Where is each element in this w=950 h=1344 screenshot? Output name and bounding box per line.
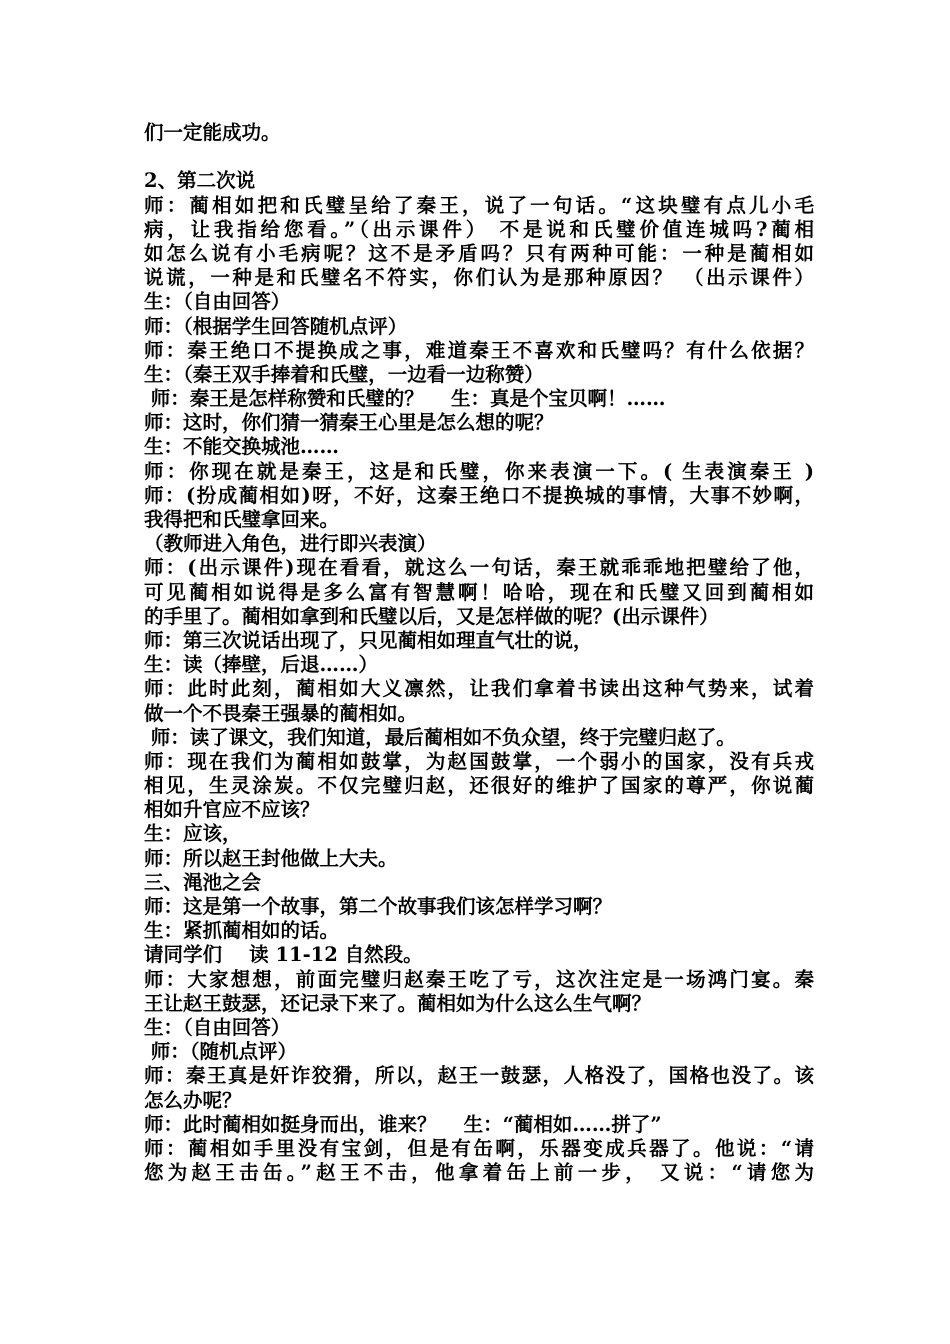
text-line: 师：（根据学生回答随机点评） bbox=[144, 314, 408, 338]
text-line: 师：秦王绝口不提换成之事，难道秦王不喜欢和氏璧吗？有什么依据？ bbox=[144, 338, 814, 362]
text-line: 生：（自由回答） bbox=[144, 1015, 291, 1039]
section-heading: 2、第二次说 bbox=[144, 169, 256, 193]
text-line: 生：紧抓蔺相如的话。 bbox=[144, 919, 340, 943]
text-line: 说谎，一种是和氏璧名不符实，你们认为是那种原因？ （出示课件） bbox=[144, 266, 814, 290]
text-line: 师：大家想想，前面完璧归赵秦王吃了亏，这次注定是一场鸿门宴。秦 bbox=[144, 967, 814, 991]
text-line: 请同学们 读 11-12 自然段。 bbox=[144, 943, 423, 967]
text-line: 师：读了课文，我们知道，最后蔺相如不负众望，终于完璧归赵了。 bbox=[144, 725, 736, 749]
text-line: 我得把和氏璧拿回来。 bbox=[144, 508, 340, 531]
text-line: 生：（秦王双手捧着和氏璧，一边看一边称赞） bbox=[144, 362, 544, 386]
text-line: 师：所以赵王封他做上大夫。 bbox=[144, 846, 398, 870]
text-line: 师：此时蔺相如挺身而出，谁来？ 生：“蔺相如……拼了” bbox=[144, 1112, 662, 1136]
text-line: 师：你现在就是秦王，这是和氏璧，你来表演一下。( 生表演秦王 ) bbox=[144, 459, 814, 483]
text-line: 师：秦王真是奸诈狡猾，所以，赵王一鼓瑟，人格没了，国格也没了。该 bbox=[144, 1064, 814, 1088]
text-line: 病，让我指给您看。”（出示课件） 不是说和氏璧价值连城吗?蔺相 bbox=[144, 217, 814, 241]
text-line: 师：此时此刻，蔺相如大义凛然，让我们拿着书读出这种气势来，试着 bbox=[144, 677, 814, 701]
text-line: 怎么办呢？ bbox=[144, 1088, 242, 1112]
text-line: 师：(出示课件)现在看看，就这么一句话，秦王就乖乖地把璧给了他， bbox=[144, 556, 814, 580]
text-line: 王让赵王鼓瑟，还记录下来了。蔺相如为什么这么生气啊？ bbox=[144, 991, 652, 1015]
text-line: 师：(扮成蔺相如)呀，不好，这秦王绝口不提换城的事情，大事不妙啊， bbox=[144, 483, 814, 507]
text-line: 做一个不畏秦王强暴的蔺相如。 bbox=[144, 701, 418, 725]
text-line: 您为赵王击缶。”赵王不击，他拿着缶上前一步， 又说：“请您为 bbox=[144, 1161, 814, 1185]
text-line: 师：蔺相如把和氏璧呈给了秦王，说了一句话。“这块璧有点儿小毛 bbox=[144, 193, 814, 217]
text-line: 师：现在我们为蔺相如鼓掌，为赵国鼓掌，一个弱小的国家，没有兵戎 bbox=[144, 749, 814, 773]
text-line: （教师进入角色，进行即兴表演） bbox=[144, 532, 437, 556]
text-line: 生：应该， bbox=[144, 822, 242, 846]
blank-line bbox=[144, 145, 814, 169]
text-line: 师：秦王是怎样称赞和氏璧的？ 生：真是个宝贝啊！…… bbox=[144, 387, 666, 411]
text-line: 相如升官应不应该？ bbox=[144, 798, 320, 822]
text-line: 的手里了。蔺相如拿到和氏璧以后，又是怎样做的呢？(出示课件） bbox=[144, 604, 719, 628]
text-line: 如怎么说有小毛病呢？这不是矛盾吗？只有两种可能：一种是蔺相如 bbox=[144, 241, 814, 265]
text-line: 可见蔺相如说得是多么富有智慧啊！哈哈，现在和氏璧又回到蔺相如 bbox=[144, 580, 814, 604]
text-line: 相见，生灵涂炭。不仅完璧归赵，还很好的维护了国家的尊严，你说蔺 bbox=[144, 774, 814, 798]
text-line: 们一定能成功。 bbox=[144, 121, 281, 144]
text-line: 师：这是第一个故事，第二个故事我们该怎样学习啊？ bbox=[144, 895, 613, 918]
text-line: 师：第三次说话出现了，只见蔺相如理直气壮的说， bbox=[144, 628, 593, 652]
text-line: 师：蔺相如手里没有宝剑，但是有缶啊，乐器变成兵器了。他说：“请 bbox=[144, 1136, 814, 1160]
text-line: 生：不能交换城池…… bbox=[144, 435, 340, 459]
document-body bbox=[144, 121, 814, 1185]
text-line: 生：读（捧壁，后退……） bbox=[144, 653, 379, 677]
text-line: 生：（自由回答） bbox=[144, 290, 291, 314]
text-line: 师：这时，你们猜一猜秦王心里是怎么想的呢？ bbox=[144, 411, 554, 435]
section-heading: 三、渑池之会 bbox=[144, 870, 262, 894]
text-line: 师：（随机点评） bbox=[144, 1040, 298, 1064]
